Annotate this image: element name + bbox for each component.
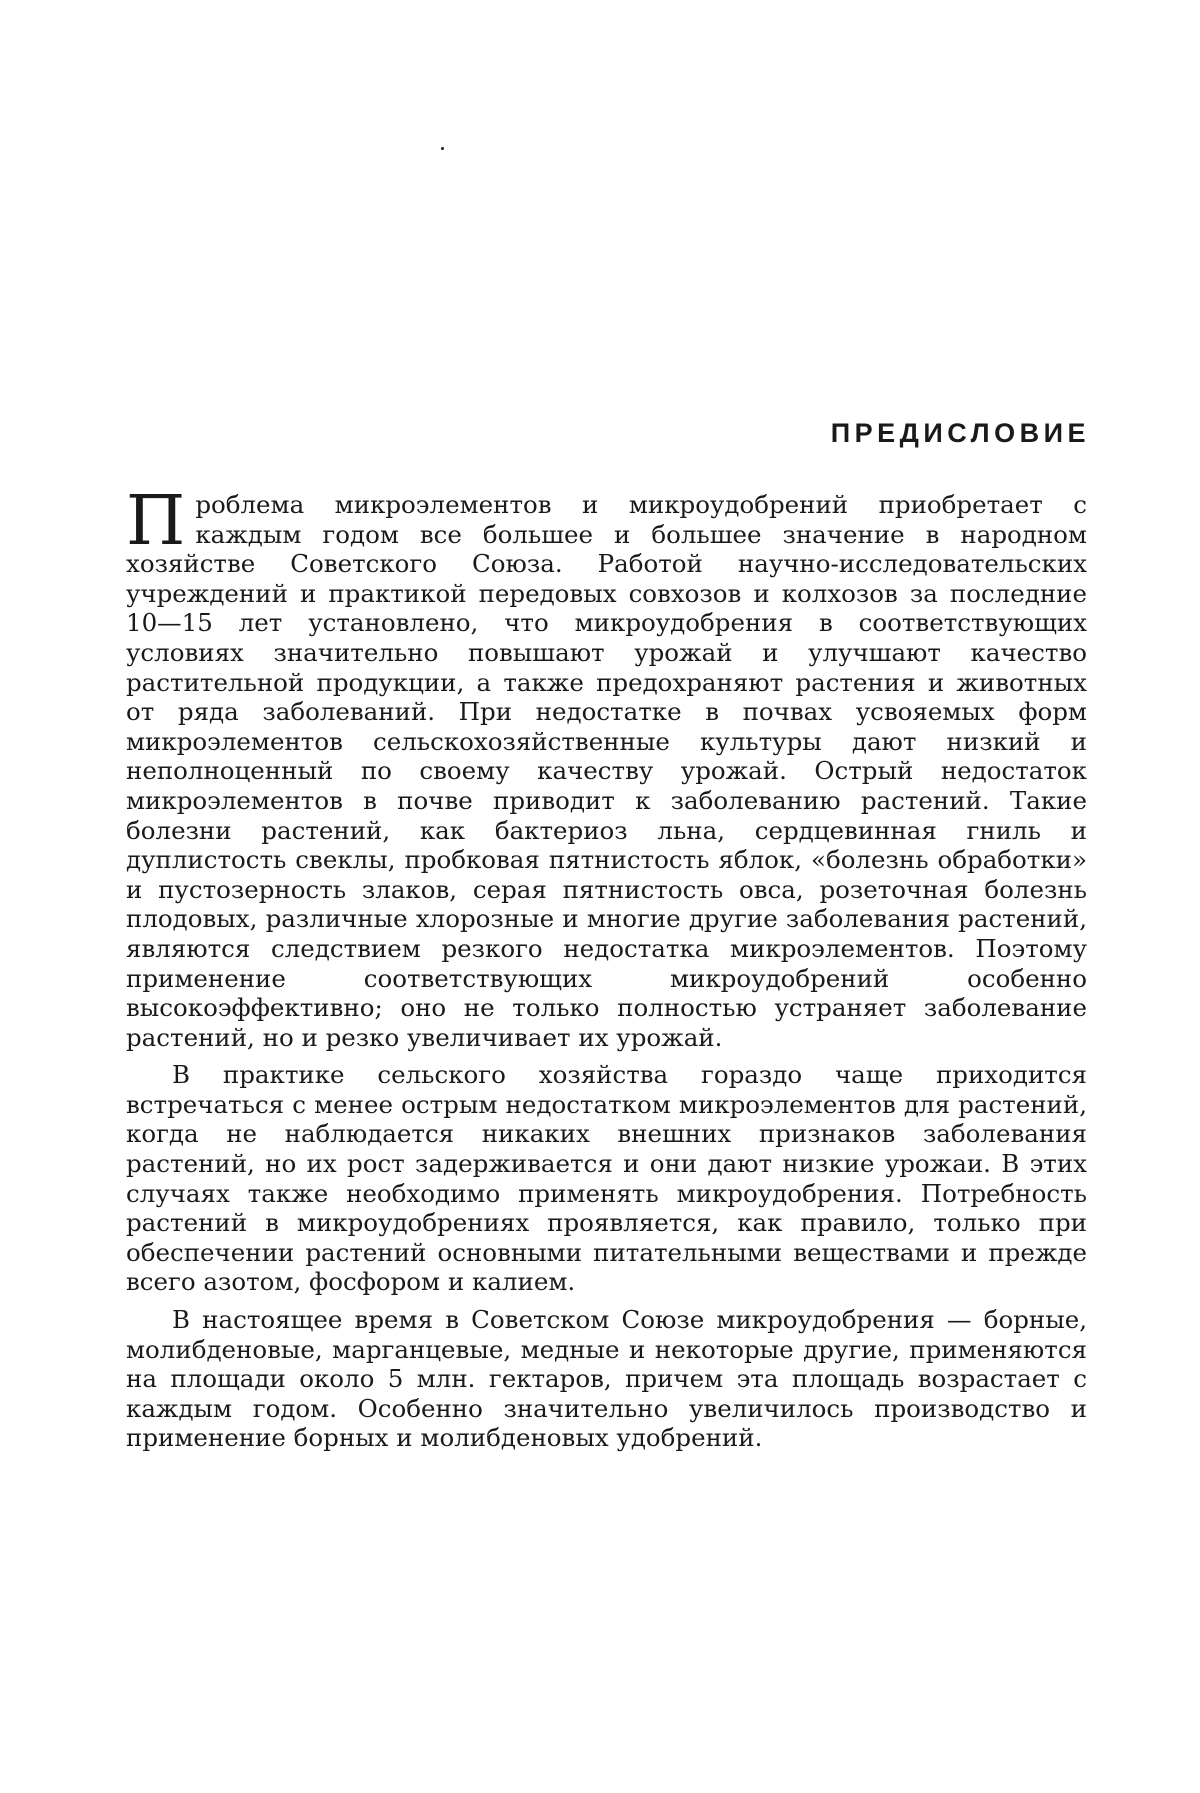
paragraph-2: В практике сельского хозяйства гораздо чаще приходится встречаться с менее острым недостатком микроэлементов для растений, когда не наблюдается никаких внешних признаков заболевания растений, но их рост задерживается и они дают низкие урожаи. В этих случаях также необходимо применять микроудобрения. Потребность растений в микроудобрениях проявляется, как правило, только при обеспечении растений ос­новными питательными веществами и прежде всего азотом, фос­фором и калием.	[126, 1060, 1087, 1297]
body-text	[126, 490, 1087, 1461]
paragraph-3: В настоящее время в Советском Союзе микроудобрения — борные, молибденовые, марганцевые, медные и некоторые дру­гие, применяются на площади около 5 млн. гектаров, причем эта площадь возрастает с каждым годом. Особенно значитель­но увеличилось производство и применение борных и молибде­новых удобрений.	[126, 1305, 1087, 1453]
drop-cap: П	[126, 496, 185, 548]
paragraph-1	[126, 490, 1087, 1052]
page-title: ПРЕДИСЛОВИЕ	[800, 420, 1090, 447]
print-speck	[441, 147, 444, 150]
paragraph-1-text: роблема микроэлементов и микроудобрений приобретает с каждым годом все большее и большее значение в народном хозяйстве Советского Союза. Работой научно-исследователь­ских учреждений и практикой передовых совхозов и колхозов за последние 10—15 лет установлено, что микроудобрения в соответствующих условиях значительно повышают урожай и улучшают качество растительной продукции, а также предо­храняют растения и животных от ряда заболеваний. При недо­статке в почвах усвояемых форм микроэлементов сельскохозяй­ственные культуры дают низкий и неполноценный по своему качеству урожай. Острый недостаток микроэлементов в почве приводит к заболеванию растений. Такие болезни растений, как бактериоз льна, сердцевинная гниль и дуплистость свеклы, пробковая пятнистость яблок, «болезнь обработки» и пусто­зерность злаков, серая пятнистость овса, розеточная болезнь плодовых, различные хлорозные и многие другие заболевания растений, являются следствием резкого недостатка микроэле­ментов. Поэтому применение соответствующих микроудобрений особенно высокоэффективно; оно не только полностью устраняет заболевание растений, но и резко увеличивает их уро­жай.	[126, 490, 1087, 1052]
